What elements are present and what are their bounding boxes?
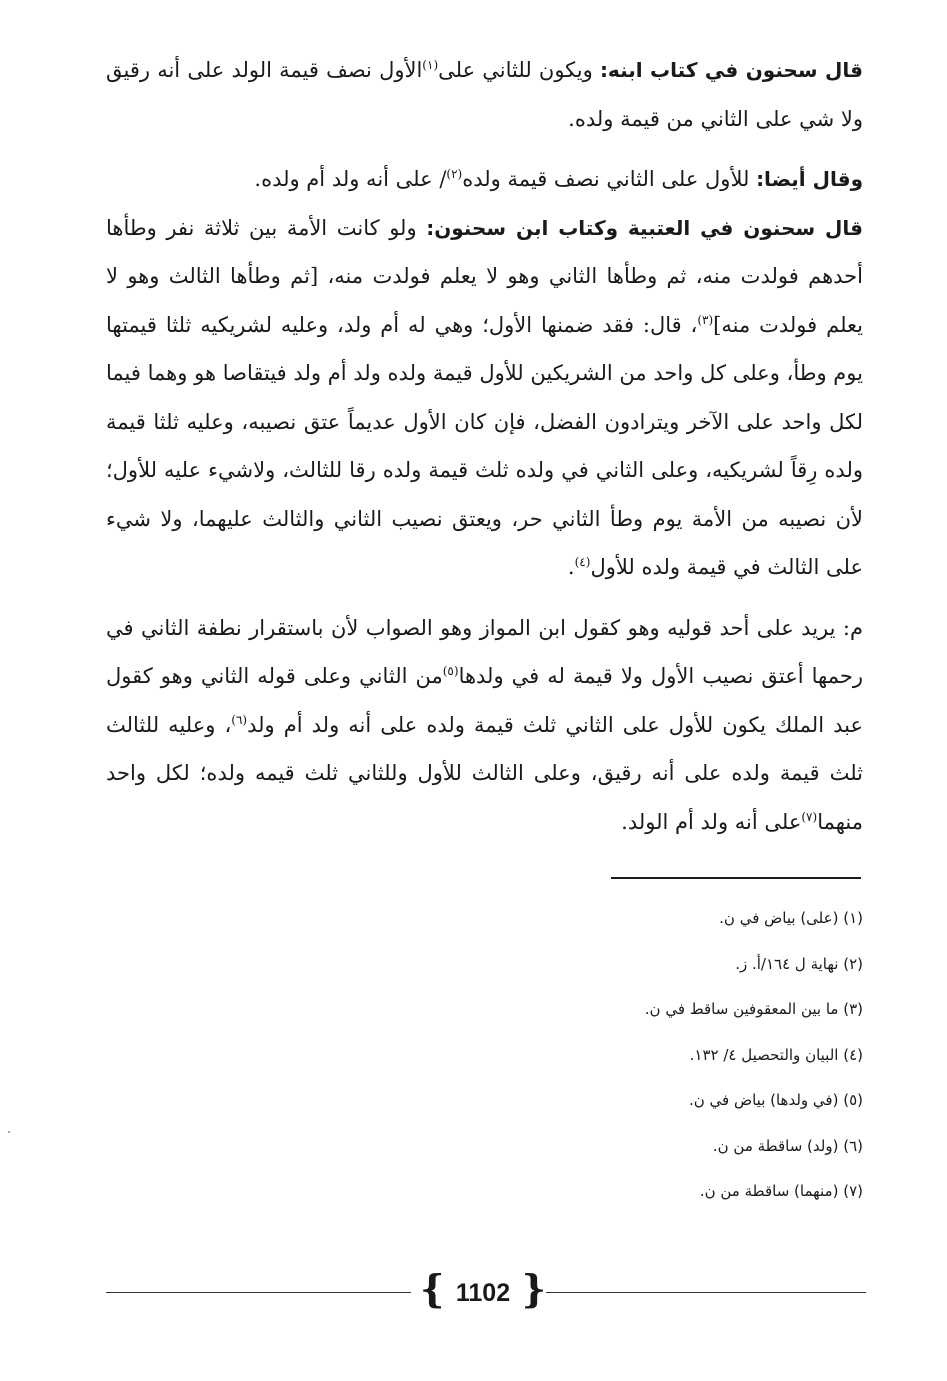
paragraph-2-text-b: / على أنه ولد أم ولده. (254, 167, 447, 191)
footnote-ref-2: (٢) (446, 167, 463, 181)
footer-rule-left (106, 1292, 411, 1293)
paragraph-3-text-c: . (567, 555, 575, 579)
footnote-5: (٥) (في ولدها) بياض في ن. (688, 1091, 863, 1109)
page-footer (106, 1266, 866, 1316)
brace-close: } (521, 1266, 546, 1311)
footnote-4: (٤) البيان والتحصيل ٤/ ١٣٢. (689, 1045, 863, 1064)
paragraph-3-heading: قال سحنون في العتبية وكتاب ابن سحنون: (426, 215, 863, 240)
footnote-2: (٢) نهاية ل ١٦٤/أ. ز. (735, 954, 863, 973)
footnote-6: (٦) (ولد) ساقطة من ن. (712, 1136, 863, 1155)
paragraph-1-heading: قال سحنون في كتاب ابنه: (599, 58, 863, 82)
paragraph-4-text-c: ، وعليه للثالث ثلث قيمة ولده على أنه رقيق، وعلى الثالث للأول وللثاني ثلث قيمه ولده؛ لكل واحد منهما (106, 712, 863, 834)
footnotes (363, 903, 863, 1222)
paragraph-3-text-b: ، قال: فقد ضمنها الأول؛ وهي له أم ولد، وعليه لشريكيه ثلثا قيمتها يوم وطأ، وعلى كل واحد من الشريكين للأول قيمة ولده ولد أم ولد فيتقاصا هو وهما فيما لكل واحد على الآخر ويترادون الفضل، فإن كان الأول عديماً عتق نصيبه، وعليه ثلثا قيمة ولده رِقاً لشريكيه، وعلى الثاني في ولده ثلث قيمة ولده رقا للثالث، ولاشيء عليه للأول؛ لأن نصيبه من الأمة يوم وطأ الثاني حر، ويعتق نصيب الثاني والثالث عليهما، ولا شيء على الثالث في قيمة ولده للأول (106, 312, 863, 579)
footnote-7: (٧) (منهما) ساقطة من ن. (699, 1182, 863, 1200)
footnote-ref-5: (٥) (442, 664, 459, 678)
paragraph-1-text-a: ويكون للثاني على (438, 58, 600, 82)
paragraph-1 (106, 46, 863, 143)
paragraph-4 (106, 604, 863, 847)
footnote-ref-6: (٦) (231, 712, 248, 727)
page-number-box (420, 1266, 546, 1316)
footnote-1: (١) (على) بياض في ن. (719, 909, 863, 927)
scan-speck (8, 1131, 10, 1133)
footnote-ref-1: (١) (422, 58, 439, 72)
paragraph-1-text-b: الأول نصف قيمة الولد على أنه رقيق ولا شي على الثاني من قيمة ولده. (106, 58, 863, 131)
paragraph-3-text-a: ولو كانت الأمة بين ثلاثة نفر وطأها أحدهم فولدت منه، ثم وطأها الثاني وهو لا يعلم فولدت منه، [ثم وطأها الثالث وهو لا يعلم فولدت منه] (106, 215, 863, 337)
paragraph-4-text-b: من الثاني وعلى قوله الثاني وهو كقول عبد الملك يكون للأول على الثاني ثلث قيمة ولده على أنه ولد أم ولد (106, 664, 863, 737)
footnote-ref-4: (٤) (574, 555, 591, 569)
paragraph-2-text-a: للأول على الثاني نصف قيمة ولده (462, 167, 757, 191)
footnote-3: (٣) ما بين المعقوفين ساقط في ن. (644, 1000, 863, 1018)
paragraph-2 (106, 155, 863, 204)
footnote-ref-3: (٣) (697, 312, 714, 327)
page-number: 1102 (455, 1279, 511, 1307)
footnote-ref-7: (٧) (801, 809, 818, 824)
paragraph-3 (106, 204, 863, 592)
main-text (106, 46, 863, 846)
paragraph-4-text-d: على أنه ولد أم الولد. (621, 809, 802, 834)
brace-open: { (420, 1266, 445, 1311)
paragraph-2-heading: وقال أيضا: (756, 167, 863, 191)
footer-rule-right (546, 1292, 866, 1293)
footnote-separator (611, 877, 861, 879)
paragraph-4-text-a: م: يريد على أحد قوليه وهو كقول ابن المواز وهو الصواب لأن باستقرار نطفة الثاني في رحمها أعتق نصيب الأول ولا قيمة له في ولدها (106, 615, 863, 688)
